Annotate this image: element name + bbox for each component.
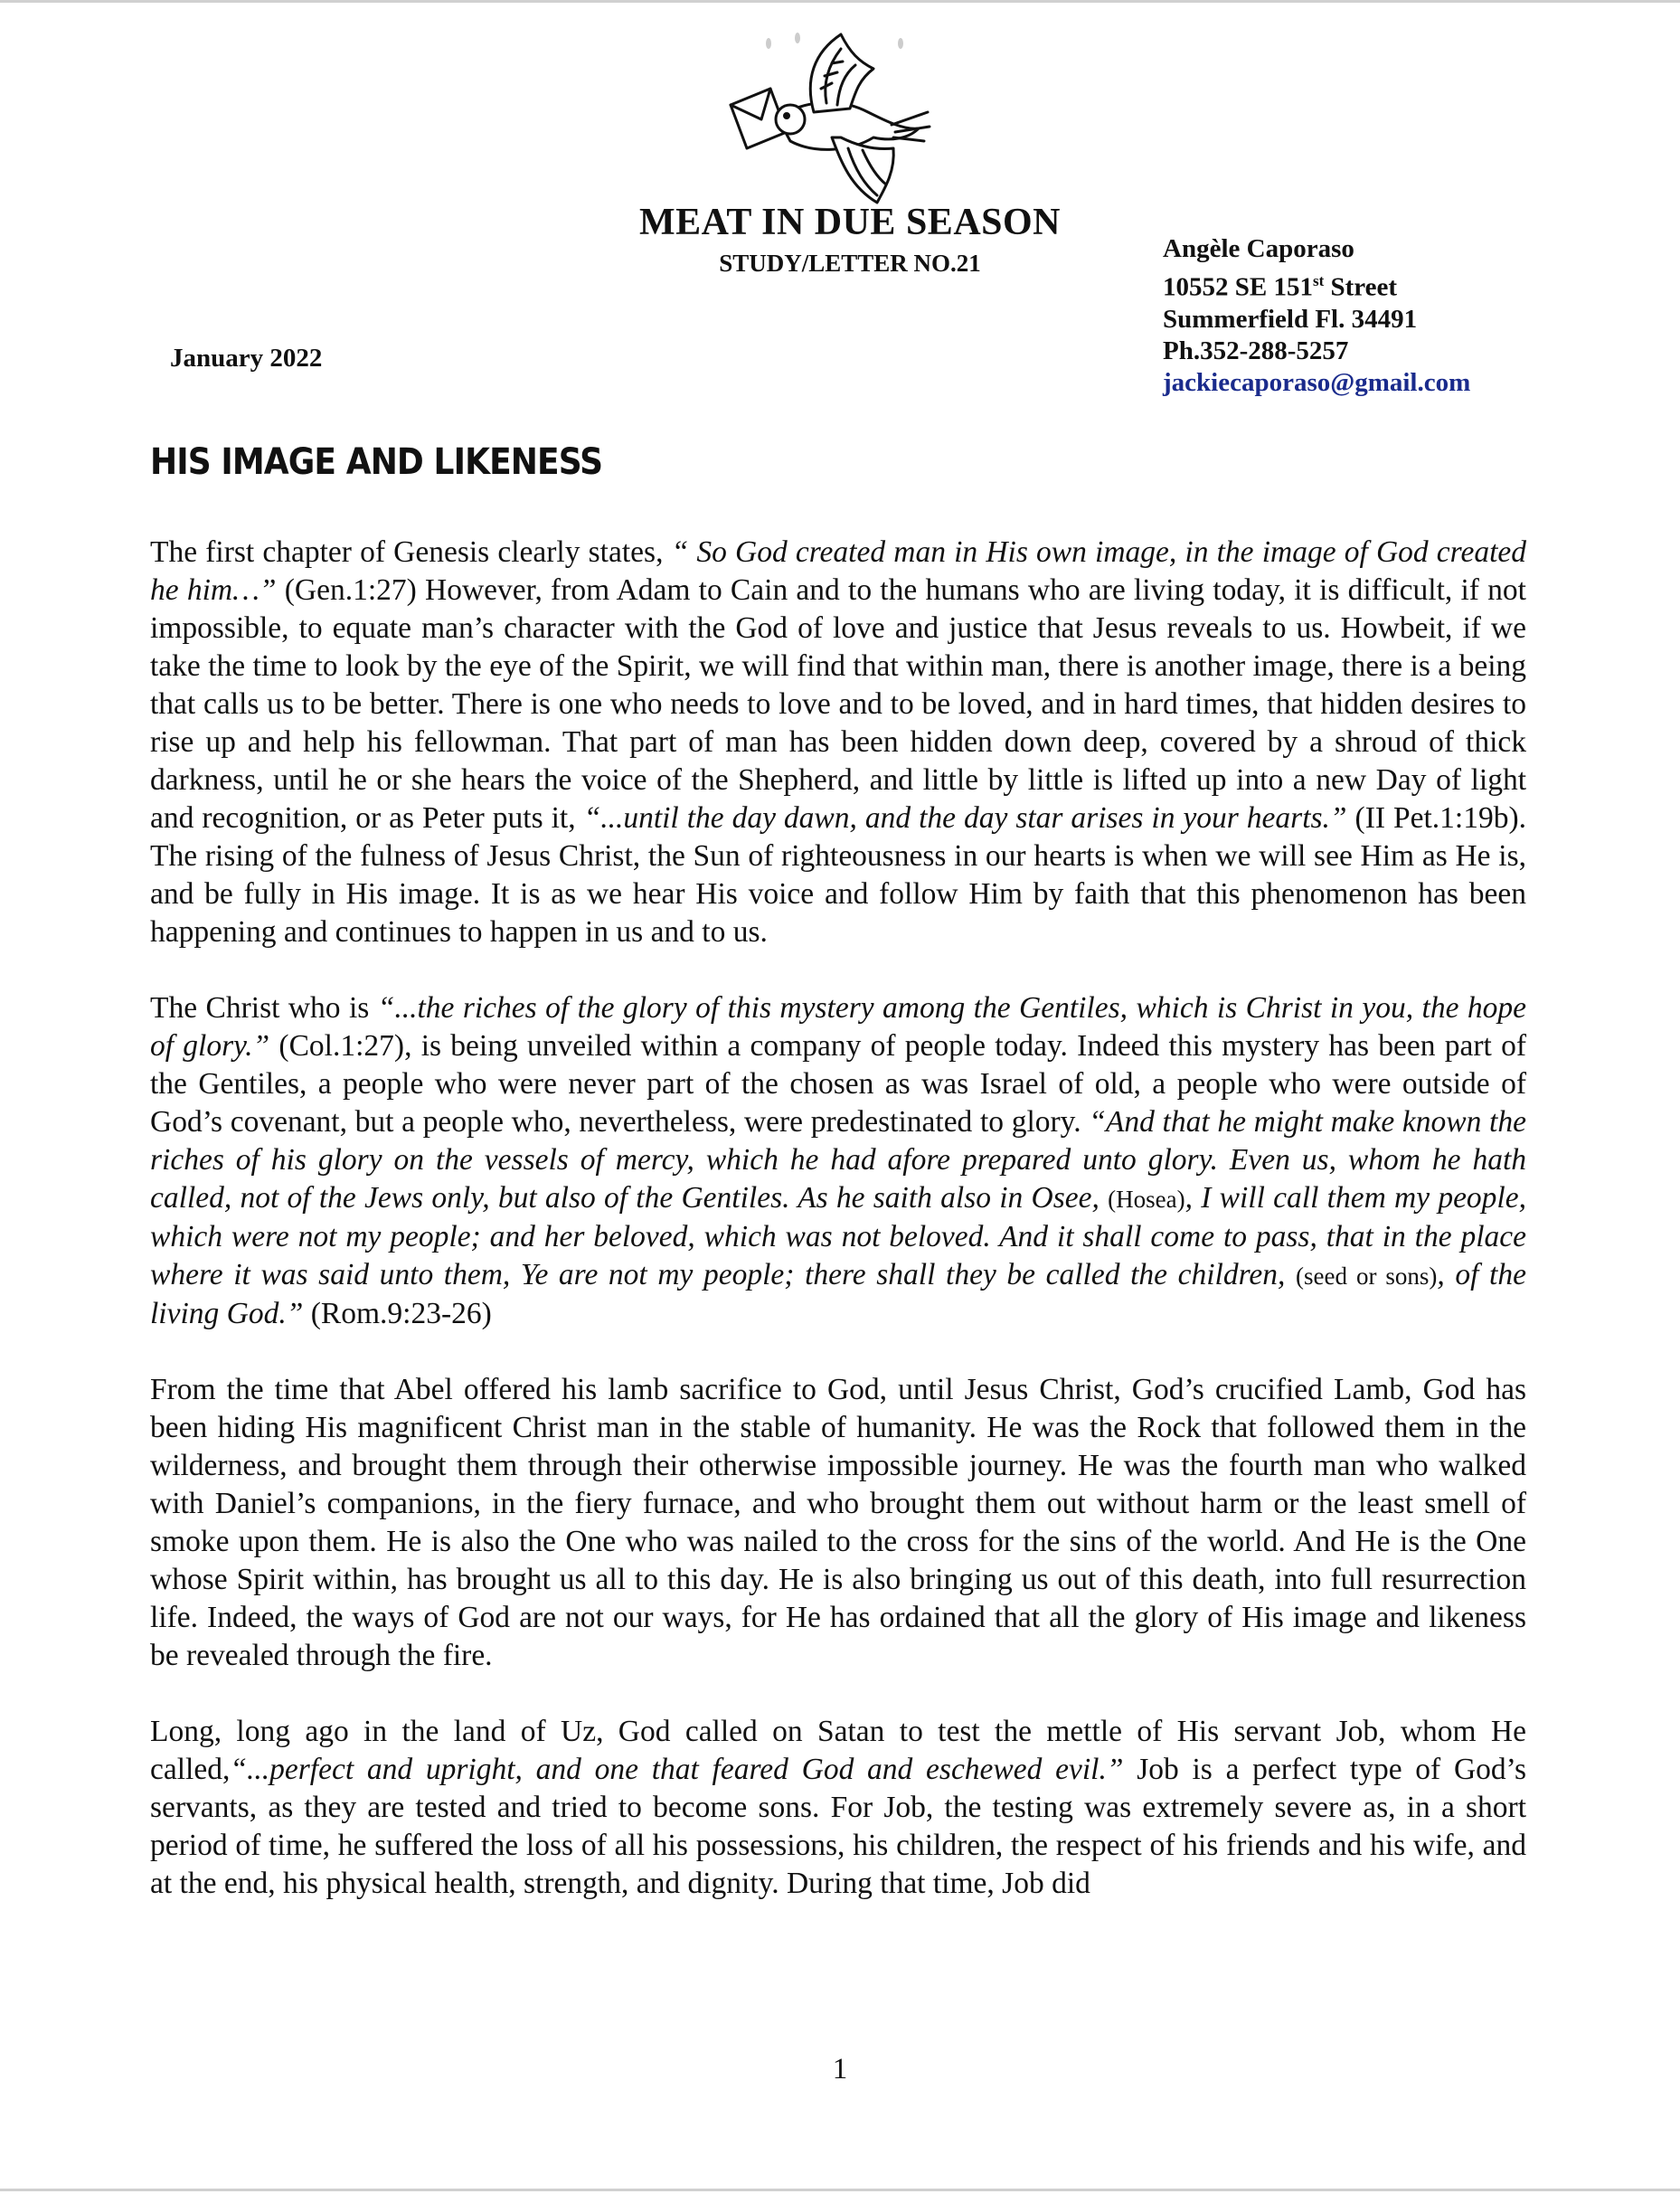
scripture-quote: “...perfect and upright, and one that feared God and eschewed evil.”: [230, 1753, 1124, 1786]
page-number: 1: [832, 2053, 848, 2085]
scripture-quote: “...the riches of the glory of this mystery among the Gentiles, which is Christ in you, the hope of glory.”: [150, 991, 1526, 1063]
paragraph-text: The Christ who is: [150, 991, 378, 1025]
contact-name: Angèle Caporaso: [1163, 234, 1354, 263]
masthead-title: MEAT IN DUE SEASON: [638, 202, 1062, 243]
paragraph-text: (Rom.9:23-26): [303, 1297, 492, 1330]
masthead-subtitle: STUDY/LETTER NO.21: [719, 250, 981, 277]
inline-note: (Hosea): [1108, 1186, 1185, 1213]
paragraph-1: [150, 534, 1526, 951]
paragraph-3: From the time that Abel offered his lamb sacrifice to God, until Jesus Christ, God’s crucified Lamb, God has been hiding His magnificent Christ man in the stable of humanity. He was the Rock that followed them in the wilderness, and brought them through their otherwise impossible journey. He was the fourth man who walked with Daniel’s companions, in the fiery furnace, and who brought them out without harm or the least smell of smoke upon them. He is also the One who was nailed to the cross for the sins of the world. And He is the One whose Spirit within, has brought us all to this day. He is also bringing us out of this death, into full resurrection life. Indeed, the ways of God are not our ways, for He has ordained that all the glory of His image and likeness be revealed through the fire.: [150, 1373, 1526, 1672]
scripture-quote: , of the living God.”: [150, 1258, 1526, 1330]
contact-phone: Ph.352-288-5257: [1163, 336, 1349, 365]
scripture-quote: , I will call them my people, which were not my people; and her beloved, which was not beloved. And it shall come to pass, that in the place where it was said unto them, Ye are not my people; there shall they be called the children,: [150, 1181, 1526, 1291]
paragraph-text: (Col.1:27), is being unveiled within a company of people today. Indeed this mystery has been part of the Gentiles, a people who were never part of the chosen as was Israel of old, a people who were outside of God’s covenant, but a people who, nevertheless, were predestinated to glory.: [150, 1029, 1526, 1139]
paragraph-text: (Gen.1:27) However, from Adam to Cain and to the humans who are living today, it is difficult, if not impossible, to equate man’s character with the God of love and justice that Jesus reveals to us. Howbeit, if we take the time to look by the eye of the Spirit, we will find that within man, there is another image, there is a being that calls us to be better. There is one who needs to love and to be loved, and in hard times, that hidden desires to rise up and help his fellowman. That part of man has been hidden down deep, covered by a shroud of thick darkness, until he or she hears the voice of the Shepherd, and little by little is lifted up into a new Day of light and recognition, or as Peter puts it,: [150, 573, 1526, 835]
contact-city: Summerfield Fl. 34491: [1163, 304, 1418, 334]
address-street: Street: [1324, 272, 1398, 302]
page-bottom-edge: [0, 2189, 1680, 2191]
contact-address: [1163, 265, 1470, 304]
inline-note: (seed or sons): [1296, 1262, 1438, 1290]
article-body: [150, 534, 1526, 1941]
contact-email-link[interactable]: jackiecaporaso@gmail.com: [1163, 367, 1471, 397]
paragraph-text: The first chapter of Genesis clearly states,: [150, 535, 672, 569]
address-number: 10552 SE 151: [1163, 272, 1313, 302]
page-top-edge: [0, 0, 1680, 3]
dove-with-letter-icon: [714, 25, 931, 215]
paragraph-text: (II Pet.1:19b). The rising of the fulness of Jesus Christ, the Sun of righteousness in our hearts is when we will see Him as He is, and be fully in His image. It is as we hear His voice and follow Him by faith that this phenomenon has been happening and continues to happen in us and to us.: [150, 801, 1526, 949]
scripture-quote: “...until the day dawn, and the day star arises in your hearts.”: [583, 801, 1347, 835]
paragraph-text: Job is a perfect type of God’s servants, as they are tested and tried to become sons. For Job, the testing was extremely severe as, in a short period of time, he suffered the loss of all his possessions, his children, the respect of his friends and his wife, and at the end, his physical health, strength, and dignity. During that time, Job did: [150, 1753, 1526, 1900]
scripture-quote: “ So God created man in His own image, in the image of God created he him…”: [150, 535, 1527, 607]
scripture-quote: “And that he might make known the riches of his glory on the vessels of mercy, which he had afore prepared unto glory. Even us, whom he hath called, not of the Jews only, but also of the Gentiles. As he saith also in Osee,: [150, 1105, 1526, 1215]
paragraph-4: [150, 1713, 1526, 1903]
paragraph-2: [150, 989, 1526, 1333]
address-ordinal: st: [1312, 272, 1325, 289]
article-heading: HIS IMAGE AND LIKENESS: [150, 441, 603, 483]
letter-date: January 2022: [170, 344, 323, 373]
paragraph-text: Long, long ago in the land of Uz, God called on Satan to test the mettle of His servant Job, whom He called,: [150, 1715, 1526, 1786]
contact-block: [1163, 233, 1470, 399]
